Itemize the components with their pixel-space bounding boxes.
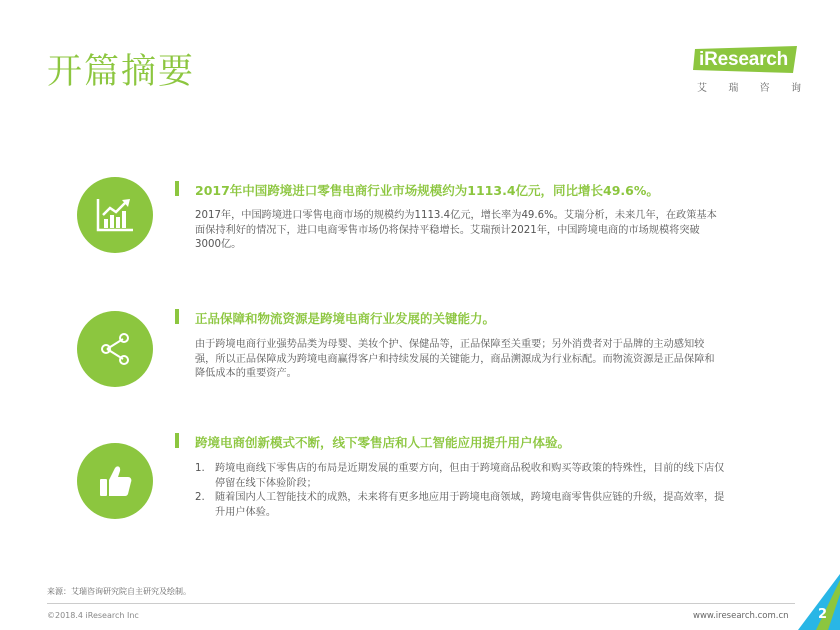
- iresearch-logo: [693, 46, 803, 96]
- section-heading: 跨境电商创新模式不断，线下零售店和人工智能应用提升用户体验。: [195, 435, 571, 450]
- innovation-list: [195, 462, 725, 520]
- section-heading: 正品保障和物流资源是跨境电商行业发展的关键能力。: [195, 311, 496, 326]
- logo-chinese-name: 艾 瑞 咨 询: [697, 83, 801, 94]
- page-title: 开篇摘要: [47, 52, 196, 92]
- source-note: 来源：艾瑞咨询研究院自主研究及绘制。: [47, 587, 191, 596]
- footer-divider: [47, 603, 795, 604]
- section-accent-bar: [175, 309, 179, 324]
- page-number: 2: [818, 607, 828, 622]
- thumbs-up-icon: [77, 443, 153, 519]
- list-item-text: 随着国内人工智能技术的成熟，未来将有更多地应用于跨境电商领域，跨境电商零售供应链的升级，提高效率，提升用户体验。: [215, 492, 725, 518]
- website-link[interactable]: www.iresearch.com.cn: [693, 611, 789, 621]
- list-item-number: 1.: [195, 463, 205, 474]
- copyright-text: ©2018.4 iResearch Inc: [47, 611, 139, 620]
- list-item-number: 2.: [195, 492, 205, 503]
- list-item: [195, 491, 725, 520]
- section-heading: 2017年中国跨境进口零售电商行业市场规模约为1113.4亿元，同比增长49.6%。: [195, 183, 659, 198]
- logo-wordmark: iResearch: [699, 49, 789, 70]
- section-accent-bar: [175, 181, 179, 196]
- section-body: 2017年，中国跨境进口零售电商市场的规模约为1113.4亿元，增长率为49.6%。艾瑞分析，未来几年，在政策基本面保持利好的情况下，进口电商零售市场仍将保持平稳增长。艾瑞预计2021年，中国跨境电商的市场规模将突破3000亿。: [195, 210, 717, 250]
- list-item-text: 跨境电商线下零售店的布局是近期发展的重要方向，但由于跨境商品税收和购买等政策的特殊性，目前的线下店仅停留在线下体验阶段；: [215, 463, 725, 489]
- growth-chart-icon: [77, 177, 153, 253]
- section-body: 由于跨境电商行业强势品类为母婴、美妆个护、保健品等，正品保障至关重要；另外消费者对于品牌的主动感知较强，所以正品保障成为跨境电商赢得客户和持续发展的关键能力，商品溯源成为行业标配。而物流资源是正品保障和降低成本的重要资产。: [195, 339, 715, 379]
- share-icon: [77, 311, 153, 387]
- list-item: [195, 462, 725, 491]
- section-accent-bar: [175, 433, 179, 448]
